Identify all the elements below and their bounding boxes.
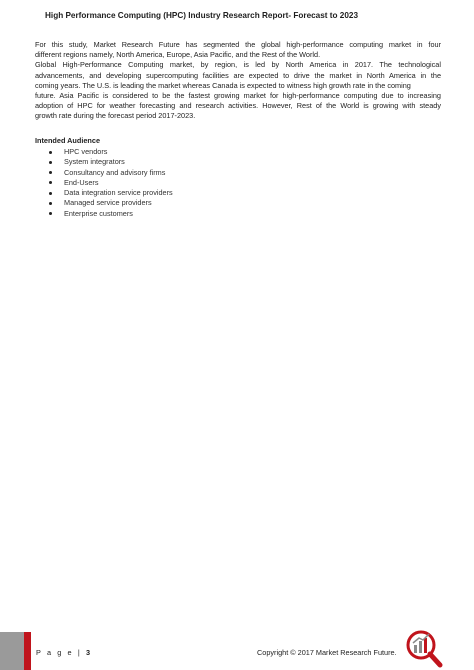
list-item: Consultancy and advisory firms [35,168,335,178]
list-item: System integrators [35,157,335,167]
paragraph-regional-analysis [35,60,441,121]
copyright-text: Copyright © 2017 Market Research Future. [257,648,397,657]
body-text [35,40,441,122]
list-item: End-Users [35,178,335,188]
section-heading: Intended Audience [35,136,101,145]
footer-accent-bar [24,632,31,670]
page-number: 3 [85,648,91,657]
list-item: HPC vendors [35,147,335,157]
paragraph-segmentation [35,40,441,60]
audience-list [35,147,335,219]
text-line: different regions namely, North America, Europe, Asia Pacific, and the Rest of the World. [35,50,321,60]
text-line: Global High-Performance Computing market, by region, is led by North America in 2017. The technological [35,60,441,70]
intended-audience-section [35,136,335,219]
company-logo [404,628,444,668]
text-line: growth rate during the forecast period 2017-2023. [35,111,196,121]
page-label-text: P a g e | [36,648,82,657]
text-line: future. Asia Pacific is considered to be the fastest growing market for high-performance computing due to increasing [35,91,441,101]
page-number-label [36,648,90,657]
text-line: For this study, Market Research Future has segmented the global high-performance computing market in four [35,40,441,49]
report-header-title: High Performance Computing (HPC) Industry Research Report- Forecast to 2023 [45,11,359,20]
list-item: Enterprise customers [35,209,335,219]
list-item: Managed service providers [35,198,335,208]
list-item: Data integration service providers [35,188,335,198]
text-line: adoption of HPC for weather forecasting and research activities. However, Rest of the World is growing with steady [35,101,441,111]
text-line: coming years. The U.S. is leading the market whereas Canada is expected to witness high growth rate in the coming [35,80,411,90]
text-line: advancements, and developing supercomputing facilities are expected to drive the market in North America in the [35,70,441,80]
